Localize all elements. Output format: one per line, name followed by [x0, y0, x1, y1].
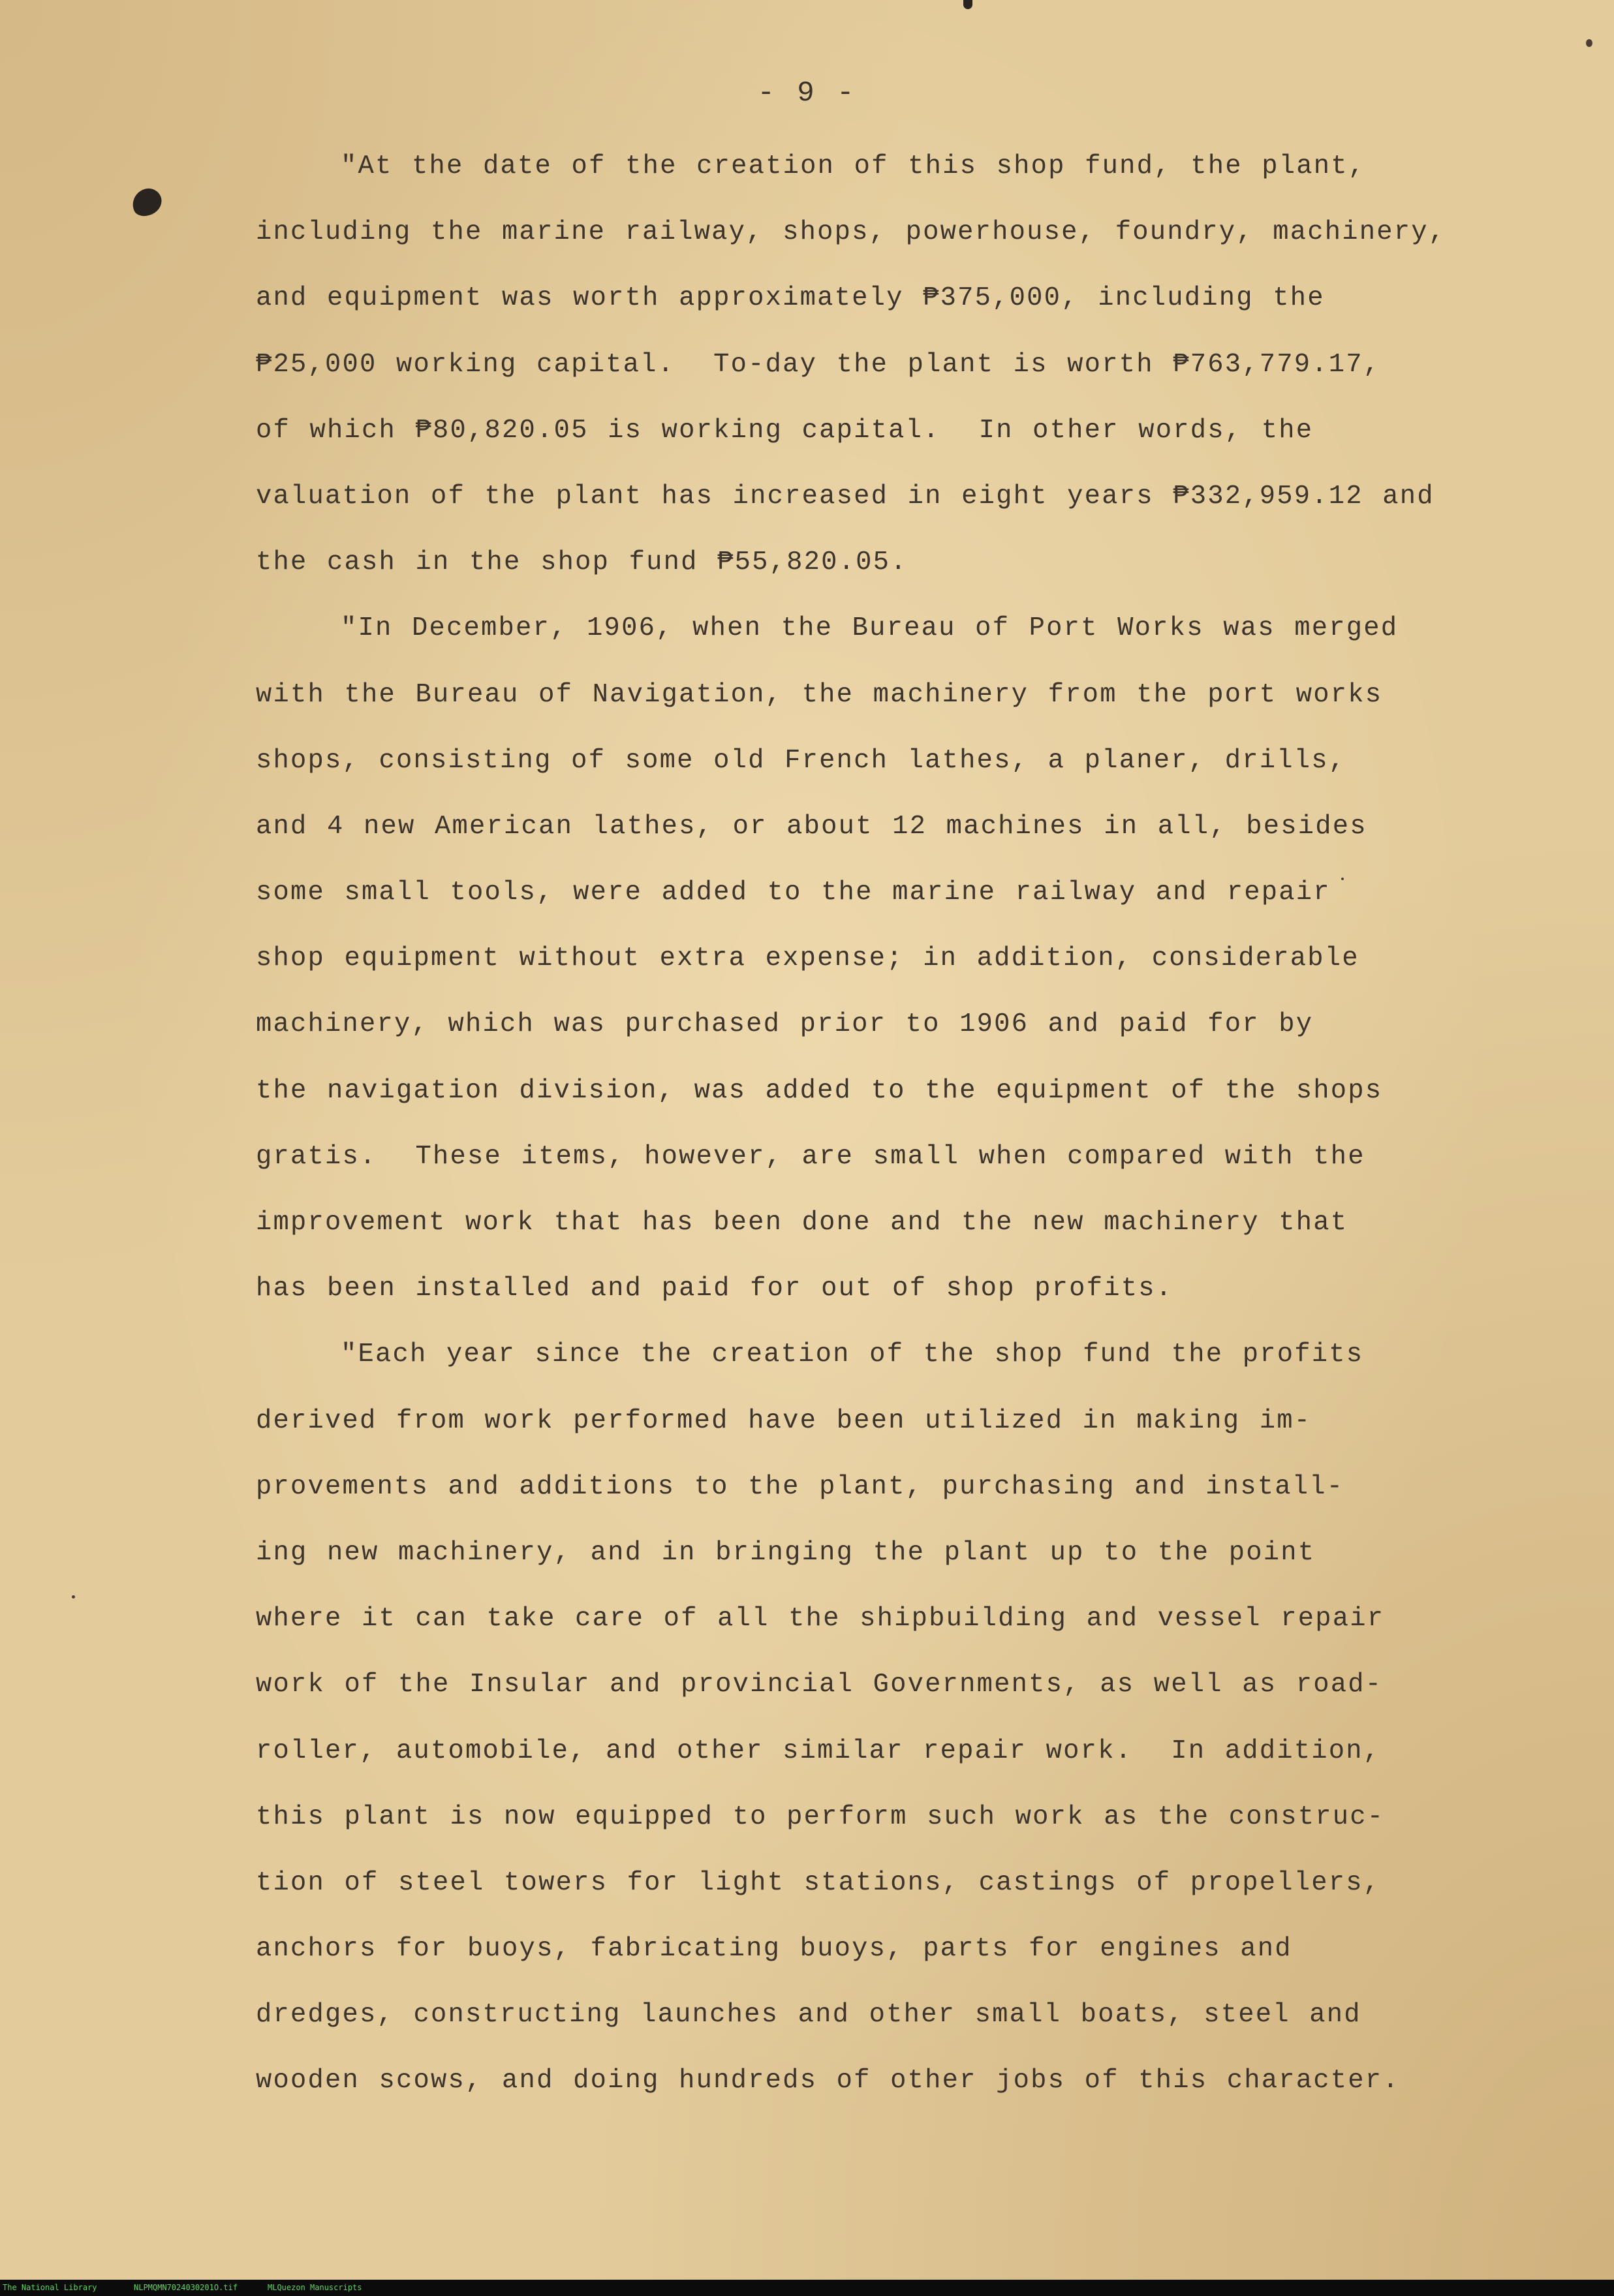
text-line: shop equipment without extra expense; in addition, considerable — [256, 943, 1359, 974]
text-line: with the Bureau of Navigation, the machinery from the port works — [256, 679, 1383, 710]
text-line: roller, automobile, and other similar repair work. In addition, — [256, 1736, 1381, 1766]
text-line: including the marine railway, shops, powerhouse, foundry, machinery, — [256, 217, 1446, 248]
text-line: and 4 new American lathes, or about 12 machines in all, besides — [256, 811, 1367, 842]
text-line: machinery, which was purchased prior to 1906 and paid for by — [256, 1009, 1314, 1040]
text-line: anchors for buoys, fabricating buoys, parts for engines and — [256, 1934, 1292, 1965]
text-line: "At the date of the creation of this shop fund, the plant, — [341, 151, 1366, 181]
text-line: tion of steel towers for light stations, castings of propellers, — [256, 1867, 1381, 1898]
footer-filename: NLPMQMN7024030201O.tif — [134, 2283, 238, 2292]
text-line: provements and additions to the plant, purchasing and install- — [256, 1471, 1344, 1502]
ink-mark-top — [963, 0, 972, 9]
paper-speck — [1586, 39, 1592, 47]
text-line: ₱25,000 working capital. To-day the plant is worth ₱763,779.17, — [256, 349, 1381, 380]
scan-footer — [0, 2280, 1614, 2296]
text-line: valuation of the plant has increased in eight years ₱332,959.12 and — [256, 481, 1435, 512]
text-line: where it can take care of all the shipbuilding and vessel repair — [256, 1604, 1385, 1634]
text-line: gratis. These items, however, are small when compared with the — [256, 1141, 1365, 1172]
text-line: the cash in the shop fund ₱55,820.05. — [256, 547, 908, 578]
text-line: of which ₱80,820.05 is working capital. In other words, the — [256, 415, 1314, 446]
text-line: some small tools, were added to the marine railway and repair — [256, 878, 1331, 908]
text-line: "In December, 1906, when the Bureau of Port Works was merged — [341, 613, 1399, 644]
footer-collection: MLQuezon Manuscripts — [268, 2283, 362, 2292]
document-body — [256, 134, 1446, 2115]
text-line: shops, consisting of some old French lathes, a planer, drills, — [256, 745, 1346, 776]
text-line: improvement work that has been done and the new machinery that — [256, 1208, 1348, 1238]
text-line: ing new machinery, and in bringing the plant up to the point — [256, 1537, 1316, 1568]
text-line: dredges, constructing launches and other small boats, steel and — [256, 2000, 1361, 2030]
text-line: wooden scows, and doing hundreds of other jobs of this character. — [256, 2066, 1400, 2096]
footer-library: The National Library — [3, 2283, 97, 2292]
text-line: the navigation division, was added to the equipment of the shops — [256, 1075, 1383, 1106]
text-line: has been installed and paid for out of shop profits. — [256, 1274, 1173, 1304]
text-line: derived from work performed have been utilized in making im- — [256, 1405, 1312, 1436]
paper-speck — [72, 1595, 75, 1599]
text-line: work of the Insular and provincial Governments, as well as road- — [256, 1670, 1383, 1700]
ink-blot — [128, 184, 166, 221]
text-line: this plant is now equipped to perform such work as the construc- — [256, 1801, 1385, 1832]
text-line: "Each year since the creation of the shop fund the profits — [341, 1339, 1364, 1370]
page-number: - 9 - — [757, 77, 857, 110]
text-line: and equipment was worth approximately ₱375,000, including the — [256, 283, 1325, 314]
